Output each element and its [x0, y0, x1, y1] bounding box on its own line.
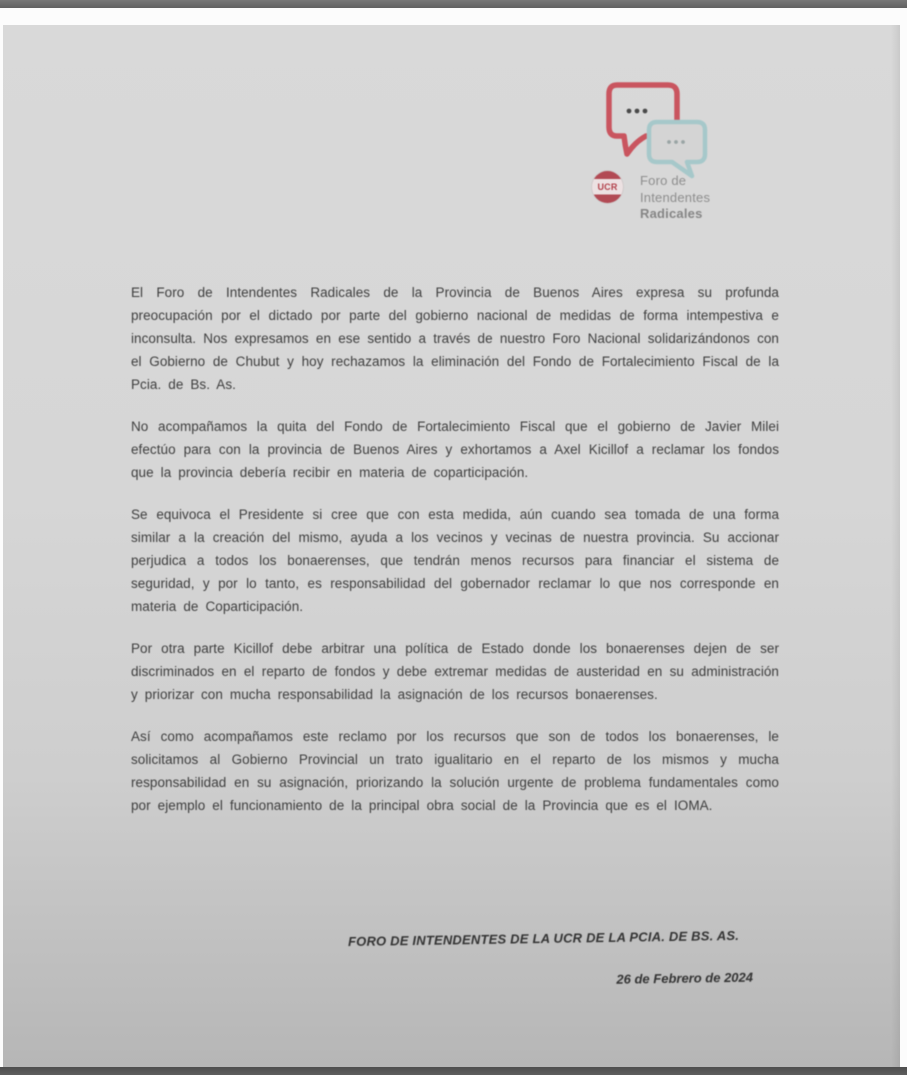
speech-bubbles-icon	[601, 79, 713, 181]
letter-document	[3, 25, 900, 1067]
ucr-emblem-text: UCR	[597, 182, 618, 192]
paragraph-1: El Foro de Intendentes Radicales de la Provincia de Buenos Aires expresa su profunda preocupación por el dictado por parte del gobierno nacional de medidas de forma intempestiva e inconsulta. Nos expresamos en ese sentido a través de nuestro Foro Nacional solidarizándonos con el Gobierno de Chubut y hoy rechazamos la eliminación del Fondo de Fortalecimiento Fiscal de la Pcia. de Bs. As.	[131, 285, 779, 392]
paragraph-5: Así como acompañamos este reclamo por los recursos que son de todos los bonaerenses, le solicitamos al Gobierno Provincial un trato igualitario en el reparto de los mismos y mucha responsabilidad en su asignación, priorizando la solución urgente de problema fundamentales como por ejemplo el funcionamiento de la principal obra social de la Provincia que es el IOMA.	[131, 729, 779, 813]
paragraph-4: Por otra parte Kicillof debe arbitrar una política de Estado donde los bonaerenses dejen de ser discriminados en el reparto de fondos y debe extremar medidas de austeridad en su administración y priorizar con mucha responsabilidad la asignación de los recursos bonaerenses.	[131, 641, 779, 702]
org-logo-lockup	[592, 171, 710, 223]
org-name	[640, 171, 710, 223]
document-right-shade	[891, 25, 900, 1067]
org-name-line2: Intendentes	[640, 189, 711, 205]
ucr-emblem-icon	[592, 171, 623, 203]
org-name-line3: Radicales	[640, 206, 703, 221]
bottom-border-bar	[0, 1067, 907, 1075]
paragraph-2: No acompañamos la quita del Fondo de Fortalecimiento Fiscal que el gobierno de Javier Milei efectúo para con la provincia de Buenos Aires y exhortamos a Axel Kicillof a reclamar los fondos que la provincia debería recibir en materia de coparticipación.	[131, 419, 779, 480]
org-name-line1: Foro de	[640, 173, 687, 188]
signature-line: FORO DE INTENDENTES DE LA UCR DE LA PCIA. DE BS. AS.	[347, 927, 740, 950]
letter-body	[131, 281, 779, 836]
paragraph-3: Se equivoca el Presidente si cree que con esta medida, aún cuando sea tomada de una forma similar a la creación del mismo, ayuda a los vecinos y vecinas de nuestra provincia. Su accionar perjudica a todos los bonaerenses, que tendrán menos recursos para financiar el sistema de seguridad, y por lo tanto, es responsabilidad del gobernador reclamar lo que nos corresponde en materia de Coparticipación.	[131, 507, 779, 614]
date-line: 26 de Febrero de 2024	[616, 969, 754, 987]
top-border-bar	[0, 0, 907, 8]
